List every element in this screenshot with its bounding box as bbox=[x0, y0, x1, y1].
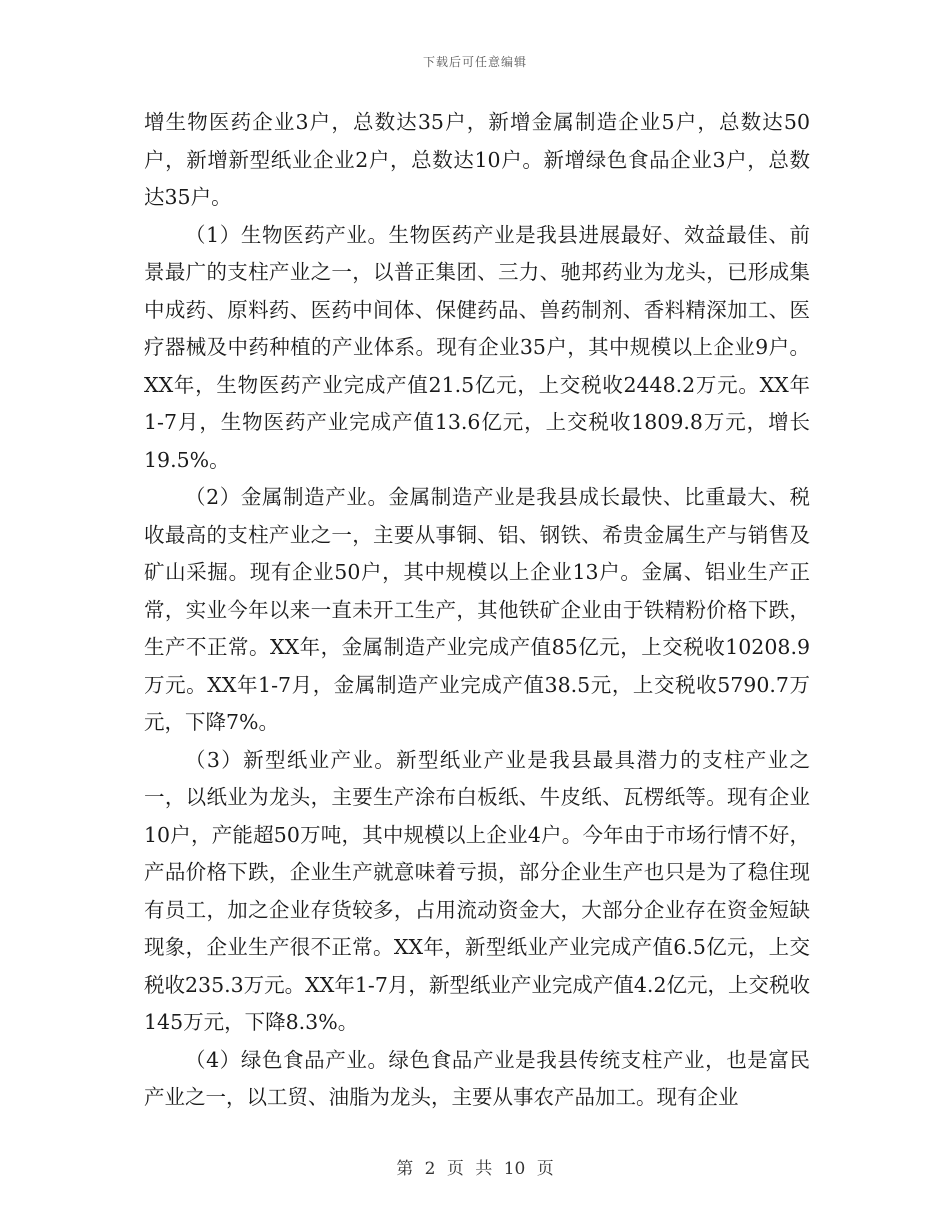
document-body bbox=[144, 104, 810, 1117]
page-number-footer: 第 2 页 共 10 页 bbox=[396, 1159, 554, 1179]
page-header-note: 下载后可任意编辑 bbox=[422, 55, 527, 69]
paragraph-new-paper: （3）新型纸业产业。新型纸业产业是我县最具潜力的支柱产业之一，以纸业为龙头，主要生产涂布白板纸、牛皮纸、瓦楞纸等。现有企业10户，产能超50万吨，其中规模以上企业4户。今年由于市场行情不好，产品价格下跌，企业生产就意味着亏损，部分企业生产也只是为了稳住现有员工，加之企业存货较多，占用流动资金大，大部分企业存在资金短缺现象，企业生产很不正常。XX年，新型纸业产业完成产值6.5亿元，上交税收235.3万元。XX年1-7月，新型纸业产业完成产值4.2亿元，上交税收145万元，下降8.3%。 bbox=[144, 747, 810, 1034]
paragraph-continuation: 增生物医药企业3户，总数达35户，新增金属制造企业5户，总数达50户，新增新型纸业企业2户，总数达10户。新增绿色食品企业3户，总数达35户。 bbox=[144, 110, 810, 209]
paragraph-metal-manufacturing: （2）金属制造产业。金属制造产业是我县成长最快、比重最大、税收最高的支柱产业之一，主要从事铜、铝、钢铁、希贵金属生产与销售及矿山采掘。现有企业50户，其中规模以上企业13户。金属、铝业生产正常，实业今年以来一直未开工生产，其他铁矿企业由于铁精粉价格下跌，生产不正常。XX年，金属制造产业完成产值85亿元，上交税收10208.9万元。XX年1-7月，金属制造产业完成产值38.5元，上交税收5790.7万元，下降7%。 bbox=[144, 485, 810, 734]
paragraph-green-food: （4）绿色食品产业。绿色食品产业是我县传统支柱产业，也是富民产业之一，以工贸、油脂为龙头，主要从事农产品加工。现有企业 bbox=[144, 1047, 810, 1109]
paragraph-biomedicine: （1）生物医药产业。生物医药产业是我县进展最好、效益最佳、前景最广的支柱产业之一，以普正集团、三力、驰邦药业为龙头，已形成集中成药、原料药、医药中间体、保健药品、兽药制剂、香料精深加工、医疗器械及中药种植的产业体系。现有企业35户，其中规模以上企业9户。XX年，生物医药产业完成产值21.5亿元，上交税收2448.2万元。XX年1-7月，生物医药产业完成产值13.6亿元，上交税收1809.8万元，增长19.5%。 bbox=[144, 222, 810, 472]
